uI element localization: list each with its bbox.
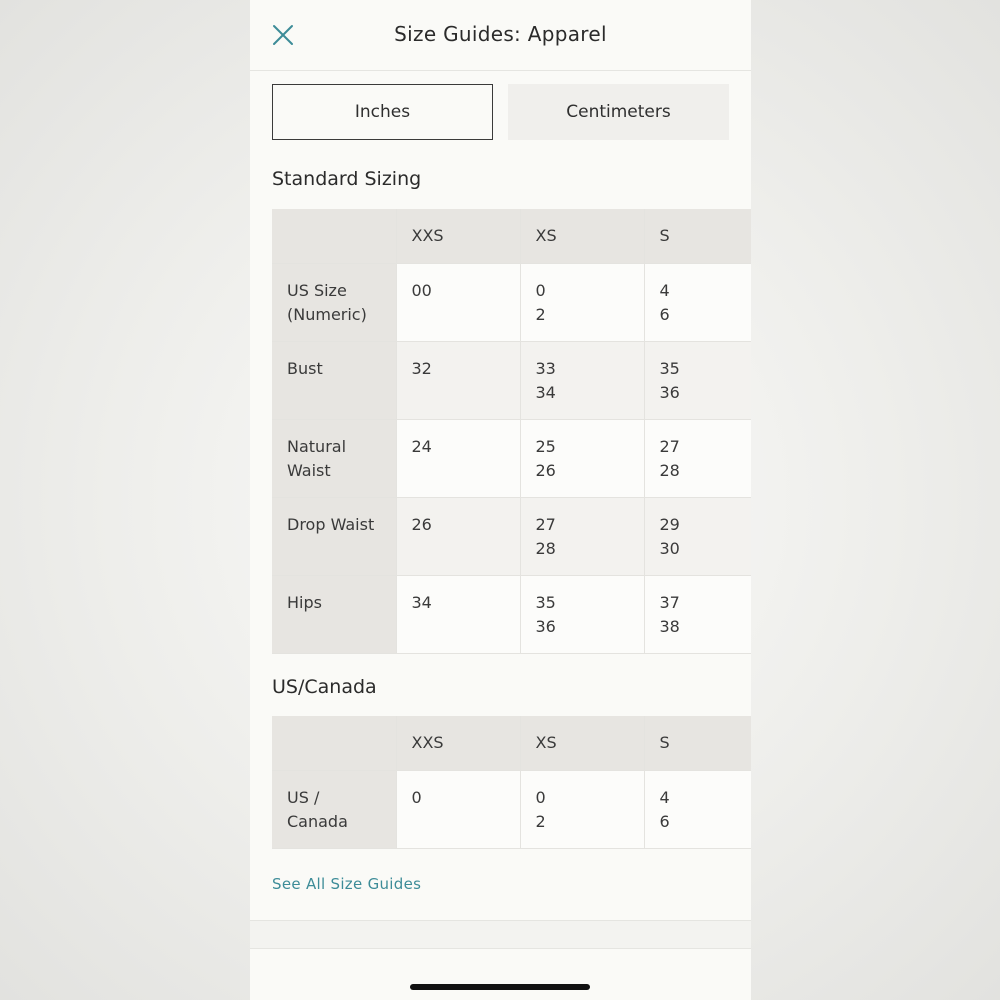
page-title: Size Guides: Apparel (394, 22, 607, 46)
table-cell (396, 420, 520, 498)
cell-value: 26 (535, 461, 556, 480)
table-cell (644, 498, 751, 576)
cell-value: 36 (659, 383, 680, 402)
cell-value: 35 (535, 593, 556, 612)
table-cell (520, 264, 644, 342)
table-cell (396, 342, 520, 420)
row-label-line: Hips (287, 593, 322, 612)
cell-value: 33 (535, 359, 556, 378)
cell-value: 35 (659, 359, 680, 378)
table-corner-cell (272, 716, 396, 771)
cell-value: 34 (411, 593, 432, 612)
row-label (272, 420, 396, 498)
table-cell (396, 771, 520, 849)
row-label-line: Drop Waist (287, 515, 375, 534)
home-indicator[interactable] (410, 984, 590, 990)
row-label-line: US Size (287, 281, 347, 300)
table-cell (520, 576, 644, 654)
table-cell (644, 420, 751, 498)
cell-value: 25 (535, 437, 556, 456)
row-label (272, 342, 396, 420)
table-header-row (272, 209, 751, 264)
table-cell (520, 420, 644, 498)
row-label-line: (Numeric) (287, 305, 367, 324)
row-label-line: Natural (287, 437, 347, 456)
cell-value: 27 (659, 437, 680, 456)
cell-value: 4 (659, 788, 670, 807)
table-corner-cell (272, 209, 396, 264)
cell-value: 0 (535, 788, 546, 807)
cell-value: 2 (535, 305, 546, 324)
table-cell (396, 498, 520, 576)
size-guide-sheet (250, 0, 751, 958)
see-all-size-guides-link[interactable]: See All Size Guides (272, 875, 422, 893)
cell-value: 29 (659, 515, 680, 534)
section-title-us-canada: US/Canada (272, 676, 377, 698)
us-canada-table (272, 716, 751, 849)
inches-button[interactable]: Inches (272, 84, 493, 140)
table-cell (644, 342, 751, 420)
column-header: S (644, 209, 751, 264)
column-header: XS (520, 716, 644, 771)
cell-value: 30 (659, 539, 680, 558)
column-header: XXS (396, 716, 520, 771)
unit-toggle (272, 84, 728, 140)
table-cell (396, 264, 520, 342)
table-row (272, 576, 751, 654)
cell-value: 27 (535, 515, 556, 534)
column-header: S (644, 716, 751, 771)
cell-value: 4 (659, 281, 670, 300)
cell-value: 6 (659, 305, 670, 324)
section-title-standard-sizing: Standard Sizing (272, 168, 422, 190)
cell-value: 24 (411, 437, 432, 456)
table-header-row (272, 716, 751, 771)
cell-value: 28 (659, 461, 680, 480)
row-label (272, 771, 396, 849)
table-row (272, 498, 751, 576)
table-row (272, 420, 751, 498)
table-cell (644, 576, 751, 654)
divider (250, 948, 751, 949)
table-cell (520, 498, 644, 576)
cell-value: 0 (411, 788, 422, 807)
cell-value: 37 (659, 593, 680, 612)
column-header: XXS (396, 209, 520, 264)
cell-value: 28 (535, 539, 556, 558)
table-row (272, 342, 751, 420)
cell-value: 2 (535, 812, 546, 831)
column-header: XS (520, 209, 644, 264)
row-label-line: Canada (287, 812, 348, 831)
cell-value: 32 (411, 359, 432, 378)
row-label (272, 264, 396, 342)
cell-value: 38 (659, 617, 680, 636)
row-label-line: US / (287, 788, 320, 807)
cell-value: 36 (535, 617, 556, 636)
row-label-line: Waist (287, 461, 331, 480)
row-label (272, 498, 396, 576)
table-cell (520, 342, 644, 420)
table-row (272, 771, 751, 849)
row-label-line: Bust (287, 359, 323, 378)
table-row (272, 264, 751, 342)
table-cell (396, 576, 520, 654)
standard-sizing-table (272, 209, 751, 654)
sheet-header (250, 0, 751, 71)
cell-value: 00 (411, 281, 432, 300)
row-label (272, 576, 396, 654)
cell-value: 6 (659, 812, 670, 831)
bottom-band (250, 921, 751, 949)
cell-value: 26 (411, 515, 432, 534)
table-cell (644, 264, 751, 342)
cell-value: 0 (535, 281, 546, 300)
phone-screen (250, 0, 751, 1000)
table-cell (644, 771, 751, 849)
cell-value: 34 (535, 383, 556, 402)
centimeters-button[interactable]: Centimeters (508, 84, 729, 140)
table-cell (520, 771, 644, 849)
